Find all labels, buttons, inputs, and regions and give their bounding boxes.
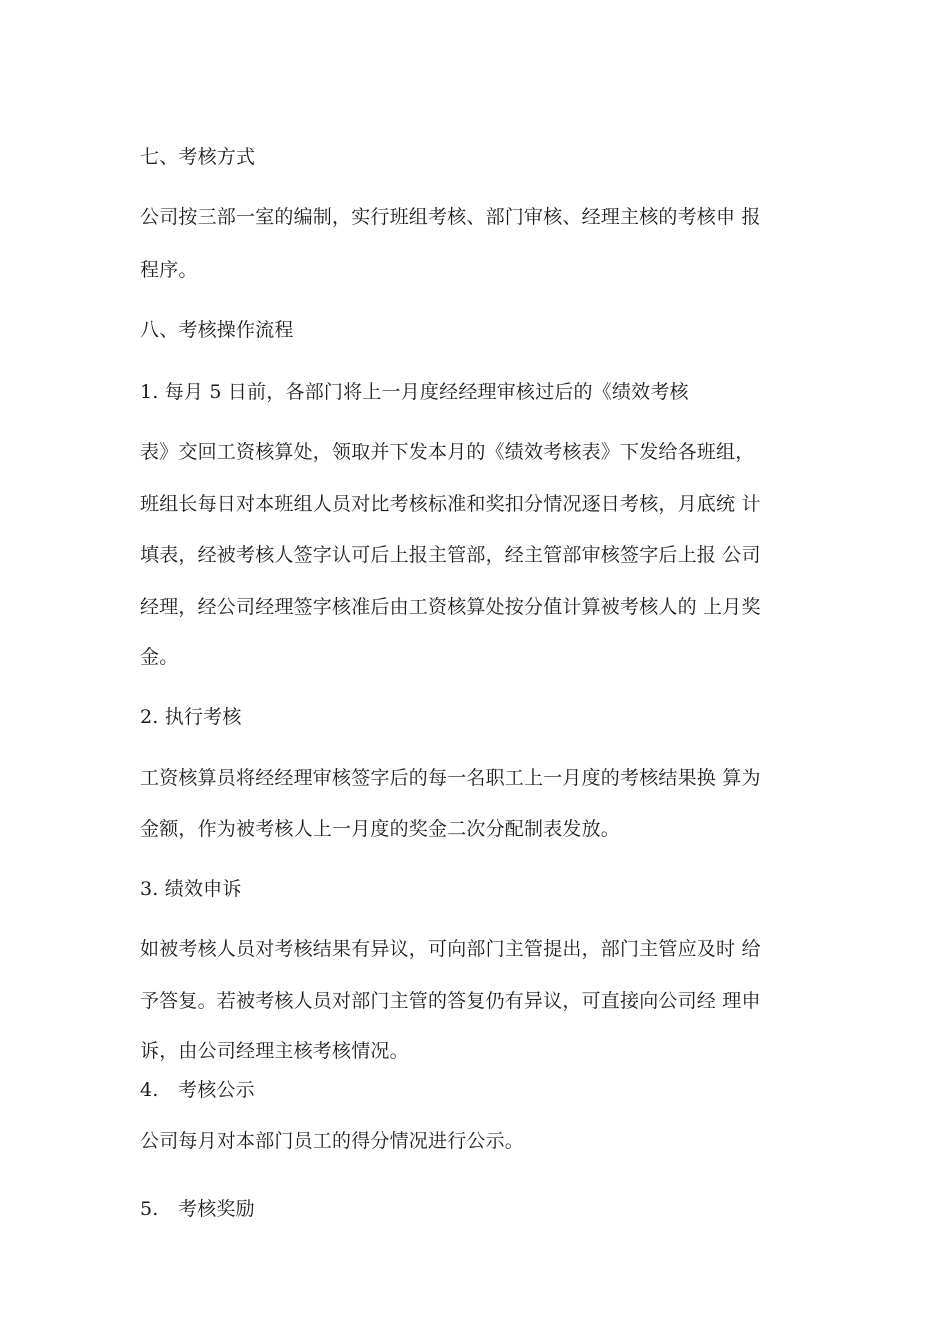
- paragraph-line: 工资核算员将经经理审核签字后的每一名职工上一月度的考核结果换 算为: [140, 767, 761, 789]
- subheading-5: [140, 1197, 820, 1221]
- paragraph-line: 经理，经公司经理签字核准后由工资核算处按分值计算被考核人的 上月奖: [140, 596, 761, 618]
- paragraph-line: 班组长每日对本班组人员对比考核标准和奖扣分情况逐日考核，月底统 计: [140, 493, 761, 515]
- paragraph-line: 1. 每月 5 日前，各部门将上一月度经经理审核过后的《绩效考核: [140, 381, 689, 403]
- item-title: 考核公示: [178, 1079, 255, 1101]
- paragraph-line: 公司按三部一室的编制，实行班组考核、部门审核、经理主核的考核申 报: [140, 206, 761, 228]
- section-heading-7: 七、考核方式: [140, 146, 256, 168]
- section-heading-8: 八、考核操作流程: [140, 319, 294, 341]
- subheading-4: [140, 1078, 820, 1102]
- paragraph-line: 金额，作为被考核人上一月度的奖金二次分配制表发放。: [140, 818, 621, 840]
- paragraph-line: 公司每月对本部门员工的得分情况进行公示。: [140, 1130, 525, 1152]
- subheading-3: 3. 绩效申诉: [140, 878, 242, 900]
- item-number: 5.: [140, 1198, 159, 1220]
- item-title: 考核奖励: [178, 1198, 255, 1220]
- paragraph-line: 诉，由公司经理主核考核情况。: [140, 1040, 409, 1062]
- paragraph-line: 程序。: [140, 259, 198, 281]
- paragraph-line: 如被考核人员对考核结果有异议，可向部门主管提出，部门主管应及时 给: [140, 938, 761, 960]
- paragraph-line: 予答复。若被考核人员对部门主管的答复仍有异议，可直接向公司经 理申: [140, 990, 761, 1012]
- paragraph-line: 填表，经被考核人签字认可后上报主管部，经主管部审核签字后上报 公司: [140, 544, 761, 566]
- paragraph-line: 表》交回工资核算处，领取并下发本月的《绩效考核表》下发给各班组，: [140, 441, 755, 463]
- item-number: 4.: [140, 1079, 159, 1101]
- subheading-2: 2. 执行考核: [140, 706, 242, 728]
- paragraph-line: 金。: [140, 646, 179, 668]
